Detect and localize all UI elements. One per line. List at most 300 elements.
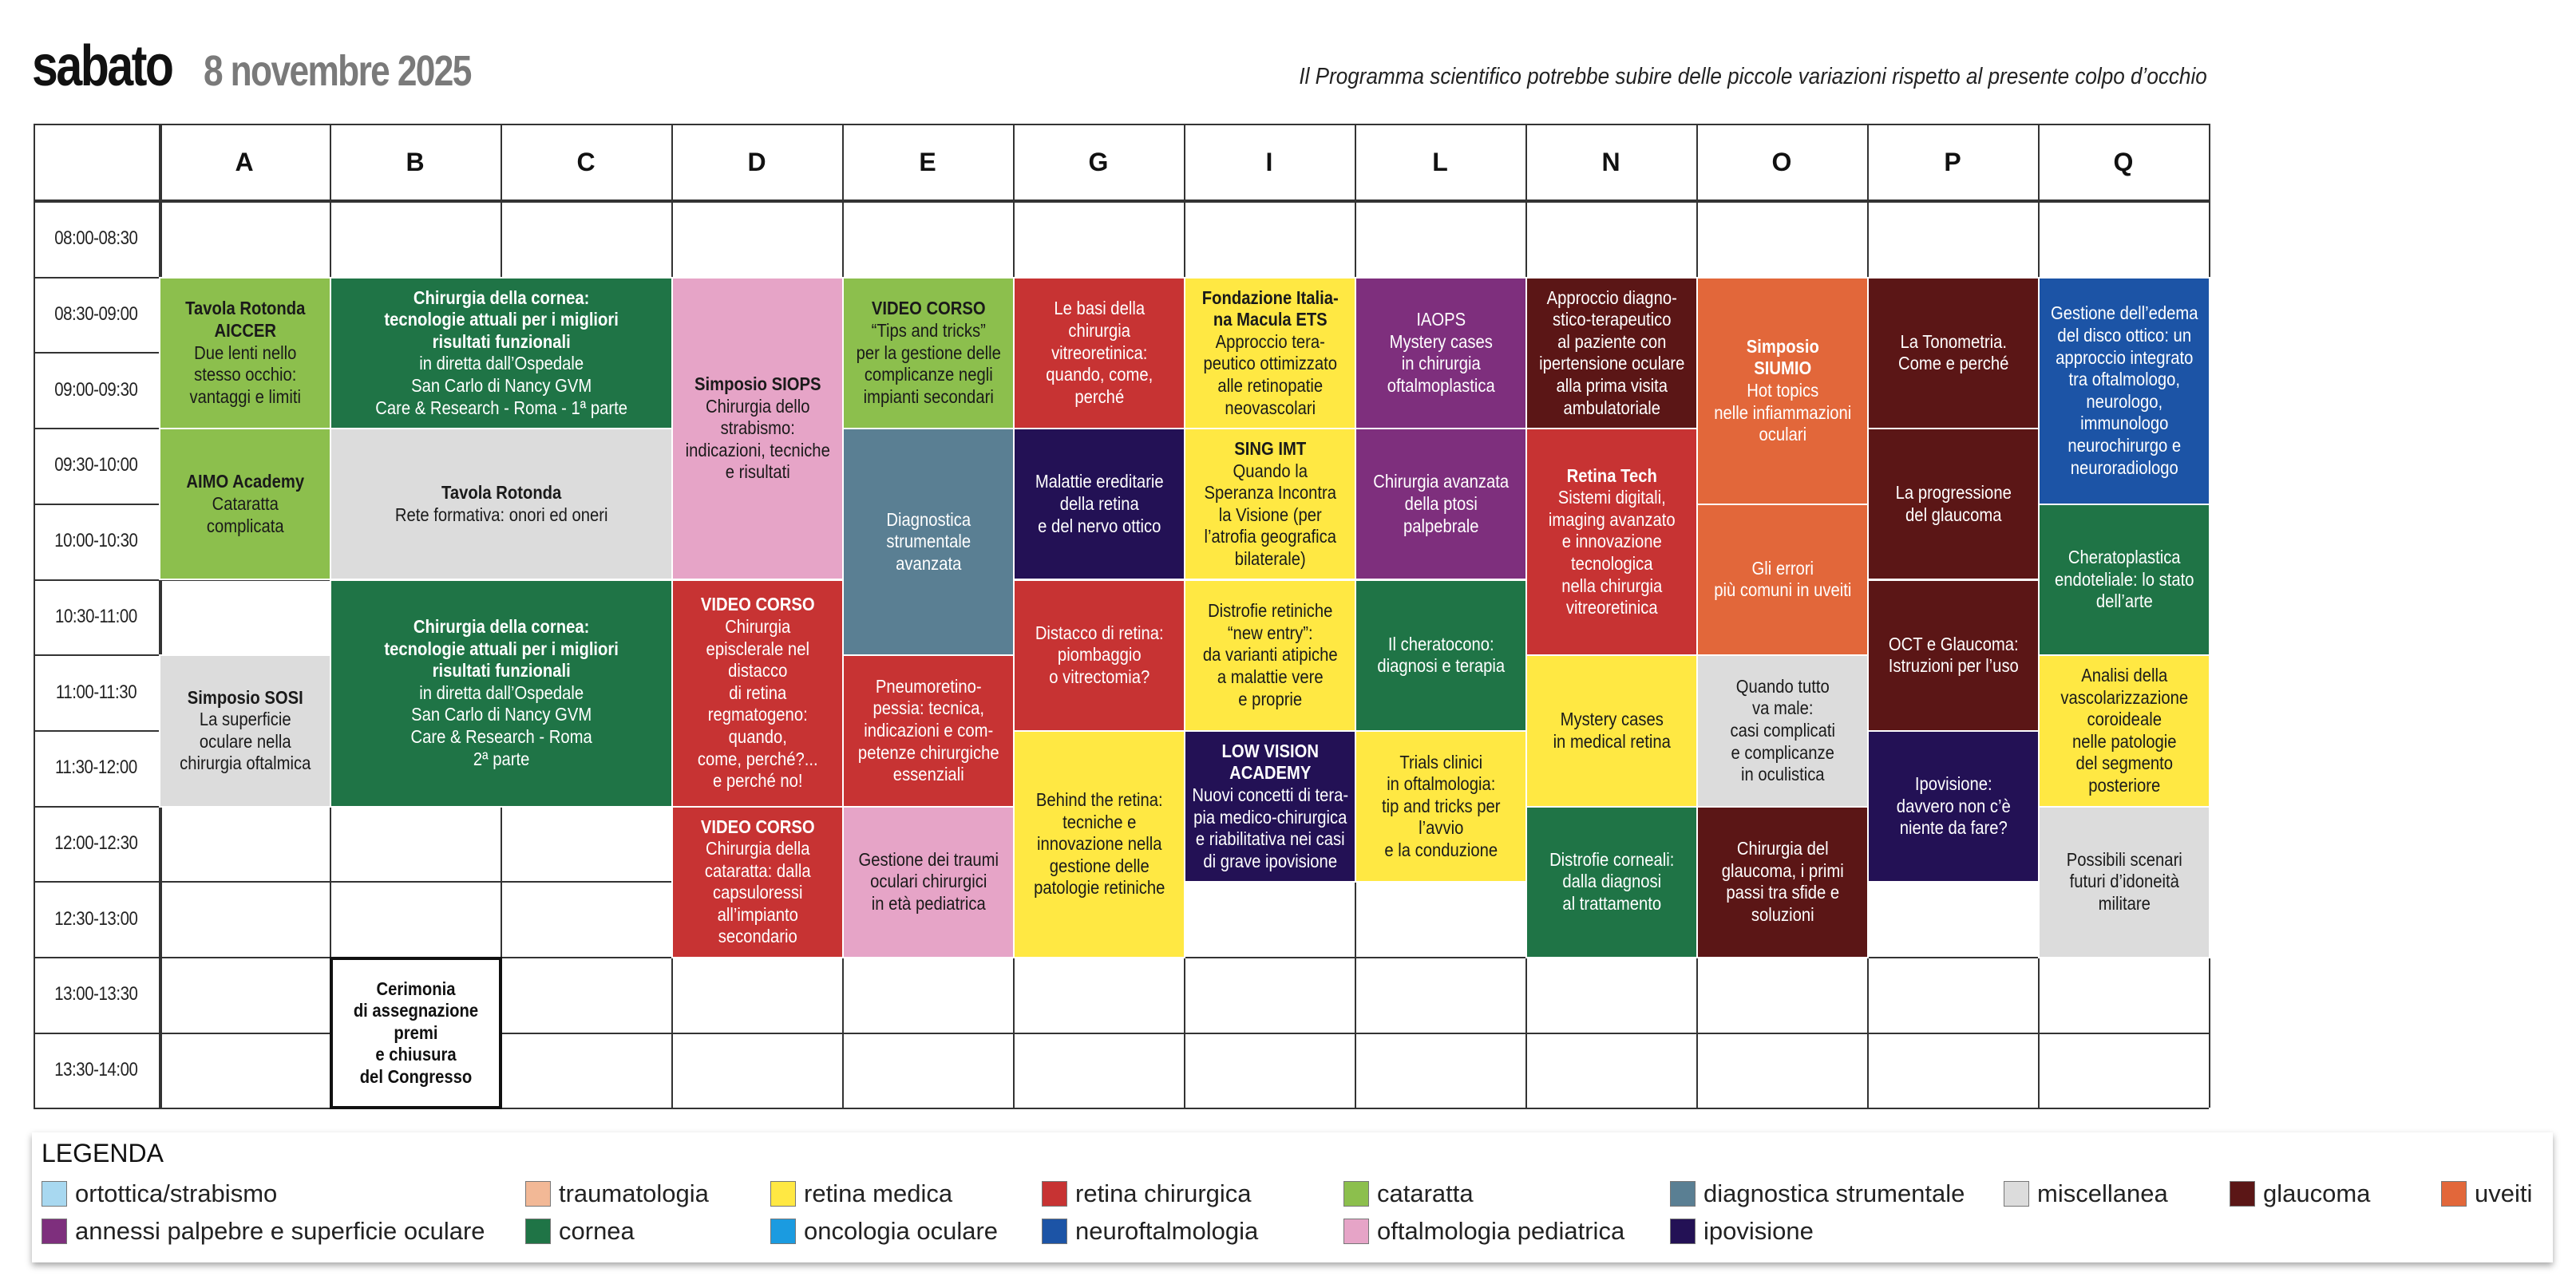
session-desc-line: Distrofie corneali:: [1549, 848, 1675, 870]
session-desc-line: tip and tricks per: [1381, 795, 1501, 816]
session-desc-line: posteriore: [2087, 775, 2161, 796]
session-title-line: Simposio SOSI: [187, 686, 303, 708]
session-desc-line: come, perché?...: [697, 748, 818, 769]
legend-label: oftalmologia pediatrica: [1377, 1217, 1625, 1245]
legend-label: retina chirurgica: [1075, 1179, 1252, 1207]
session-title-line: Chirurgia della cornea:: [413, 615, 590, 637]
time-slot-label: [34, 730, 159, 806]
legend-item-ortottica: [42, 1179, 277, 1208]
session-desc-line: 2ª parte: [473, 748, 530, 769]
session-text: [164, 298, 326, 408]
session-desc-line: Approccio diagno-: [1546, 286, 1677, 308]
session-block[interactable]: [1184, 277, 1356, 429]
legend-swatch: [1042, 1181, 1067, 1207]
time-slot-text: 09:00-09:30: [54, 378, 138, 401]
session-block[interactable]: [671, 277, 844, 581]
session-block[interactable]: [330, 277, 673, 429]
session-desc-line: Chirurgia dello: [705, 395, 810, 417]
session-text: [1360, 309, 1522, 397]
session-text: [1189, 600, 1351, 710]
session-text: [1702, 558, 1864, 602]
time-slot-text: 10:30-11:00: [55, 605, 137, 627]
session-desc-line: bilaterale): [1234, 547, 1306, 569]
session-block[interactable]: [842, 806, 1015, 958]
session-title-line: Tavola Rotonda: [184, 298, 306, 319]
session-title-line: Cerimonia: [376, 978, 456, 999]
session-text: [848, 509, 1010, 575]
session-block[interactable]: [2038, 806, 2210, 958]
session-block[interactable]: [1355, 428, 1527, 580]
session-block[interactable]: [671, 806, 844, 958]
session-desc-line: Chirurgia: [724, 615, 791, 637]
legend-swatch: [2441, 1181, 2467, 1207]
session-block[interactable]: [330, 957, 502, 1109]
session-block[interactable]: [1184, 579, 1356, 732]
legend-item-cornea: [525, 1217, 635, 1246]
time-slot-label: [34, 654, 159, 730]
session-desc-line: vascolarizzazione: [2060, 686, 2188, 708]
session-desc-line: innovazione nella: [1036, 833, 1162, 855]
session-text: [164, 687, 326, 775]
session-desc-line: indicazioni, tecniche: [685, 439, 830, 460]
legend-item-diagnostica: [1670, 1179, 1965, 1208]
legend-label: uveiti: [2475, 1179, 2533, 1207]
session-text: [677, 816, 839, 949]
session-desc-line: Pneumoretino-: [875, 675, 982, 697]
legend-item-retina_chirurgica: [1042, 1179, 1252, 1208]
legend-item-oncologia: [770, 1217, 998, 1246]
time-slot-label: [34, 277, 159, 353]
session-desc-line: alla prima visita: [1556, 374, 1668, 396]
session-desc-line: endoteliale: lo stato: [2054, 568, 2194, 590]
session-desc-line: Mystery cases: [1560, 709, 1664, 730]
session-desc-line: Hot topics: [1747, 379, 1819, 401]
session-text: [2044, 665, 2206, 797]
session-desc-line: l’avvio: [1418, 817, 1464, 839]
date-title: 8 novembre 2025: [204, 47, 471, 95]
legend-item-miscellanea: [2004, 1179, 2168, 1208]
time-slot-text: 13:30-14:00: [54, 1059, 138, 1081]
session-desc-line: nelle infiammazioni: [1713, 401, 1852, 423]
session-title-line: Retina Tech: [1566, 464, 1657, 486]
session-block[interactable]: [1355, 277, 1527, 429]
session-block[interactable]: [2038, 504, 2210, 656]
legend-swatch: [525, 1219, 551, 1244]
session-desc-line: secondario: [718, 926, 797, 947]
session-block[interactable]: [330, 579, 673, 808]
time-slot-text: 12:00-12:30: [54, 832, 138, 854]
session-desc-line: Malattie ereditarie: [1035, 471, 1164, 492]
session-desc-line: San Carlo di Nancy GVM: [410, 704, 592, 725]
session-desc-line: neovascolari: [1225, 397, 1316, 418]
session-block[interactable]: [159, 428, 331, 580]
session-title-line: na Macula ETS: [1213, 309, 1328, 330]
session-desc-line: in età pediatrica: [871, 893, 986, 915]
session-desc-line: neurologo,: [2086, 390, 2162, 412]
session-desc-line: Chirurgia del: [1736, 838, 1829, 859]
session-desc-line: indicazioni e com-: [863, 720, 994, 741]
session-desc-line: coroideale: [2087, 709, 2162, 730]
session-desc-line: soluzioni: [1751, 903, 1814, 925]
session-desc-line: Rete formativa: onori ed oneri: [394, 504, 608, 525]
session-block[interactable]: [159, 654, 331, 807]
session-desc-line: davvero non c’è: [1896, 795, 2011, 816]
session-title-line: Simposio SIOPS: [694, 373, 821, 395]
session-block[interactable]: [1696, 504, 1869, 656]
disclaimer-note: Il Programma scientifico potrebbe subire delle piccole variazioni rispetto al presente colpo d’occhio: [1299, 64, 2207, 89]
session-text: [1019, 622, 1181, 689]
legend-label: cataratta: [1377, 1179, 1474, 1207]
session-desc-line: casi complicati: [1730, 720, 1835, 741]
session-desc-line: del glaucoma: [1905, 504, 2002, 525]
session-desc-line: cataratta: dalla: [704, 859, 811, 881]
session-block[interactable]: [1013, 579, 1185, 732]
session-text: [848, 298, 1010, 408]
legend-item-pediatrica: [1343, 1217, 1624, 1246]
session-desc-line: La Tonometria.: [1900, 330, 2007, 352]
session-desc-line: e complicanze: [1731, 741, 1834, 763]
session-block[interactable]: [1013, 730, 1185, 958]
day-title: sabato: [32, 34, 172, 98]
session-text: [1702, 838, 1864, 926]
time-slot-text: 08:30-09:00: [54, 303, 138, 326]
session-block[interactable]: [1867, 277, 2040, 429]
session-text: [1189, 741, 1351, 873]
session-block[interactable]: [1013, 277, 1185, 429]
session-text: [1531, 287, 1693, 420]
legend-label: cornea: [559, 1217, 635, 1245]
session-desc-line: nelle patologie: [2071, 730, 2177, 752]
session-desc-line: e risultati: [725, 461, 790, 483]
session-desc-line: Cataratta: [212, 492, 279, 514]
legend-label: ortottica/strabismo: [75, 1179, 278, 1207]
session-desc-line: quando,: [728, 725, 787, 747]
session-desc-line: glaucoma, i primi: [1721, 859, 1844, 881]
session-desc-line: dell’arte: [2095, 591, 2153, 612]
session-desc-line: Care & Research - Roma - 1ª parte: [375, 397, 627, 418]
legend-swatch: [2004, 1181, 2029, 1207]
session-title-line: Fondazione Italia-: [1201, 286, 1339, 308]
legend-swatch: [42, 1181, 67, 1207]
session-desc-line: nella chirurgia: [1561, 575, 1663, 596]
session-desc-line: strumentale: [886, 531, 971, 552]
session-desc-line: ambulatoriale: [1563, 397, 1660, 418]
session-desc-line: palpebrale: [1403, 515, 1479, 536]
legend-item-annessi: [42, 1217, 485, 1246]
legend-item-ipovisione: [1670, 1217, 1814, 1246]
session-desc-line: San Carlo di Nancy GVM: [410, 374, 592, 396]
session-desc-line: vitreoretinica: [1565, 597, 1658, 618]
session-text: [1360, 471, 1522, 537]
session-desc-line: La superficie: [199, 709, 291, 730]
session-block[interactable]: [1525, 277, 1698, 429]
session-desc-line: oculare nella: [199, 730, 291, 752]
session-block[interactable]: [1525, 428, 1698, 656]
session-block[interactable]: [2038, 277, 2210, 505]
session-block[interactable]: [1867, 730, 2040, 883]
legend-label: retina medica: [804, 1179, 953, 1207]
session-title-line: VIDEO CORSO: [700, 816, 815, 837]
session-title-line: VIDEO CORSO: [871, 298, 986, 319]
session-title-line: LOW VISION: [1221, 740, 1319, 761]
session-desc-line: in chirurgia: [1401, 353, 1481, 374]
legend-item-neuroftalmologia: [1042, 1217, 1258, 1246]
legend-item-uveiti: [2441, 1179, 2532, 1208]
legend-item-traumatologia: [525, 1179, 709, 1208]
session-text: [164, 471, 326, 537]
session-desc-line: Nuovi concetti di tera-: [1192, 784, 1348, 805]
session-desc-line: futuri d’idoneità: [2069, 871, 2179, 892]
session-title-line: Tavola Rotonda: [441, 482, 562, 504]
session-desc-line: imaging avanzato: [1548, 508, 1676, 530]
session-desc-line: quando, come,: [1046, 364, 1153, 385]
session-desc-line: IAOPS: [1416, 309, 1466, 330]
session-text: [1189, 287, 1351, 420]
legend-item-glaucoma: [2230, 1179, 2370, 1208]
session-desc-line: a malattie vere: [1217, 666, 1324, 687]
session-block[interactable]: [842, 277, 1015, 429]
legend-title: LEGENDA: [42, 1139, 164, 1167]
session-block[interactable]: [1355, 579, 1527, 732]
session-desc-line: Come e perché: [1897, 353, 2009, 374]
session-desc-line: vantaggi e limiti: [189, 385, 301, 407]
session-text: [1531, 849, 1693, 915]
session-desc-line: in diretta dall’Ospedale: [419, 681, 584, 703]
session-desc-line: del segmento: [2075, 753, 2173, 774]
session-desc-line: episclerale nel: [706, 638, 809, 659]
legend-item-cataratta: [1343, 1179, 1474, 1208]
legend-swatch: [770, 1181, 796, 1207]
session-desc-line: essenziali: [892, 764, 964, 785]
session-desc-line: distacco: [727, 660, 788, 681]
time-slot-text: 11:30-12:00: [55, 757, 137, 779]
session-desc-line: della ptosi: [1404, 492, 1478, 514]
session-text: [2044, 547, 2206, 613]
session-block[interactable]: [1525, 654, 1698, 807]
session-desc-line: Gestione dell’edema: [2050, 302, 2198, 324]
session-block[interactable]: [1013, 428, 1185, 580]
session-title-line: SIUMIO: [1754, 358, 1811, 379]
session-desc-line: Analisi della: [2080, 665, 2168, 686]
legend-swatch: [2230, 1181, 2255, 1207]
room-header-o: O: [1771, 148, 1792, 176]
session-desc-line: approccio integrato: [2055, 346, 2194, 368]
session-text: [1873, 482, 2035, 526]
session-desc-line: peutico ottimizzato: [1203, 353, 1337, 374]
session-desc-line: neurochirurgo e: [2068, 434, 2181, 456]
legend-label: glaucoma: [2263, 1179, 2371, 1207]
session-desc-line: in diretta dall’Ospedale: [419, 353, 584, 374]
room-header-c: C: [576, 148, 596, 176]
legend-label: ipovisione: [1703, 1217, 1814, 1245]
session-desc-line: chirurgia oftalmica: [179, 753, 311, 774]
session-desc-line: la Visione (per: [1218, 504, 1322, 525]
session-desc-line: dalla diagnosi: [1562, 871, 1661, 892]
session-desc-line: chirurgia: [1068, 319, 1130, 341]
session-block[interactable]: [2038, 654, 2210, 807]
session-desc-line: Quando la: [1233, 460, 1308, 481]
room-header-i: I: [1265, 148, 1273, 176]
session-block[interactable]: [1525, 806, 1698, 958]
session-desc-line: Chirurgia della: [705, 838, 810, 859]
session-desc-line: e perché no!: [712, 770, 803, 792]
session-title-line: premi: [394, 1021, 438, 1043]
legend-swatch: [1670, 1181, 1696, 1207]
session-block[interactable]: [1867, 579, 2040, 732]
session-desc-line: “new entry”:: [1227, 622, 1313, 643]
session-text: [1189, 438, 1351, 571]
session-desc-line: oftalmoplastica: [1387, 374, 1495, 396]
session-title-line: VIDEO CORSO: [700, 594, 815, 615]
session-desc-line: La progressione: [1895, 482, 2012, 504]
session-block[interactable]: [159, 277, 331, 429]
room-header-g: G: [1088, 148, 1109, 176]
session-text: [677, 373, 839, 484]
session-desc-line: diagnosi e terapia: [1377, 655, 1505, 677]
session-text: [335, 287, 667, 420]
session-block[interactable]: [842, 428, 1015, 656]
session-block[interactable]: [1867, 428, 2040, 580]
session-desc-line: al trattamento: [1562, 893, 1661, 915]
legend-swatch: [42, 1219, 67, 1244]
session-text: [1019, 471, 1181, 537]
legend-label: traumatologia: [559, 1179, 709, 1207]
session-desc-line: Ipovisione:: [1914, 773, 1992, 795]
session-desc-line: Possibili scenari: [2066, 848, 2182, 870]
session-title-line: tecnologie attuali per i migliori: [384, 638, 619, 659]
session-block[interactable]: [1696, 806, 1869, 958]
legend-swatch: [1042, 1219, 1067, 1244]
session-title-line: risultati funzionali: [432, 330, 571, 352]
session-desc-line: pia medico-chirurgica: [1193, 806, 1347, 828]
session-text: [1360, 634, 1522, 678]
session-desc-line: Le basi della: [1054, 298, 1145, 319]
session-block[interactable]: [1696, 654, 1869, 807]
session-title-line: AIMO Academy: [186, 471, 304, 492]
session-block[interactable]: [330, 428, 673, 580]
time-slot-label: [34, 579, 159, 655]
session-desc-line: al paziente con: [1557, 330, 1667, 352]
session-desc-line: strabismo:: [720, 417, 795, 439]
session-text: [2044, 849, 2206, 915]
session-title-line: tecnologie attuali per i migliori: [384, 309, 619, 330]
legend-swatch: [770, 1219, 796, 1244]
session-desc-line: Distrofie retiniche: [1207, 600, 1333, 622]
session-title-line: di assegnazione: [353, 1000, 479, 1021]
session-text: [848, 849, 1010, 915]
legend-swatch: [1343, 1181, 1369, 1207]
session-text: [335, 616, 667, 770]
room-header-a: A: [235, 148, 254, 176]
time-slot-text: 08:00-08:30: [54, 227, 138, 250]
session-desc-line: impianti secondari: [863, 385, 994, 407]
session-desc-line: passi tra sfide e: [1726, 882, 1839, 903]
session-desc-line: e del nervo ottico: [1037, 515, 1161, 536]
session-desc-line: Gestione dei traumi: [858, 848, 999, 870]
legend-swatch: [525, 1181, 551, 1207]
time-slot-label: [34, 881, 159, 957]
time-slot-text: 09:30-10:00: [54, 454, 138, 476]
session-desc-line: piombaggio: [1057, 644, 1142, 666]
session-title-line: Chirurgia della cornea:: [413, 286, 590, 308]
grid-vline: [159, 124, 162, 1108]
session-desc-line: ipertensione oculare: [1538, 353, 1685, 374]
session-desc-line: perché: [1074, 385, 1124, 407]
session-desc-line: e proprie: [1238, 688, 1302, 709]
session-block[interactable]: [1696, 277, 1869, 505]
session-desc-line: avanzata: [895, 552, 962, 574]
session-title-line: ACADEMY: [1229, 762, 1312, 784]
session-title-line: e chiusura: [375, 1044, 457, 1065]
time-slot-text: 12:30-13:00: [54, 907, 138, 930]
session-desc-line: Gli errori: [1751, 557, 1814, 579]
time-slot-label: [34, 504, 159, 579]
session-desc-line: Quando tutto: [1735, 675, 1830, 697]
session-desc-line: di grave ipovisione: [1203, 850, 1337, 871]
time-slot-text: 10:00-10:30: [54, 530, 138, 552]
session-desc-line: oculari chirurgici: [869, 871, 987, 892]
session-desc-line: all’impianto: [717, 903, 798, 925]
session-desc-line: patologie retiniche: [1033, 877, 1165, 899]
legend-swatch: [1670, 1219, 1696, 1244]
session-desc-line: del disco ottico: un: [2057, 324, 2191, 346]
session-text: [337, 978, 496, 1088]
session-desc-line: oculari: [1759, 424, 1806, 445]
session-block[interactable]: [1184, 730, 1356, 883]
legend-item-retina_medica: [770, 1179, 952, 1208]
session-desc-line: Cheratoplastica: [2068, 547, 2181, 568]
session-desc-line: di retina: [729, 681, 787, 703]
session-block[interactable]: [1184, 428, 1356, 580]
session-desc-line: gestione delle: [1049, 855, 1150, 876]
legend-label: neuroftalmologia: [1075, 1217, 1259, 1245]
session-title-line: AICCER: [214, 319, 276, 341]
session-desc-line: e la conduzione: [1384, 839, 1498, 860]
session-text: [1019, 789, 1181, 899]
legend-label: diagnostica strumentale: [1703, 1179, 1965, 1207]
room-header-l: L: [1432, 148, 1448, 176]
session-desc-line: Due lenti nello: [193, 342, 297, 363]
time-slot-text: 11:00-11:30: [55, 681, 137, 703]
session-text: [1019, 298, 1181, 408]
session-text: [848, 676, 1010, 786]
session-text: [1873, 331, 2035, 375]
session-desc-line: Care & Research - Roma: [410, 725, 592, 747]
session-desc-line: e innovazione: [1561, 531, 1662, 552]
time-slot-label: [34, 957, 159, 1033]
session-block[interactable]: [842, 654, 1015, 807]
room-header-b: B: [406, 148, 425, 176]
session-desc-line: Diagnostica: [886, 508, 971, 530]
session-desc-line: Approccio tera-: [1215, 330, 1325, 352]
session-desc-line: della retina: [1059, 492, 1139, 514]
time-slot-label: [34, 352, 159, 428]
session-desc-line: regmatogeno:: [707, 704, 808, 725]
session-block[interactable]: [671, 579, 844, 808]
session-desc-line: più comuni in uveiti: [1713, 579, 1852, 601]
session-block[interactable]: [1355, 730, 1527, 883]
session-desc-line: niente da fare?: [1899, 817, 2008, 839]
time-slot-label: [34, 201, 159, 277]
session-text: [1531, 465, 1693, 619]
legend-label: miscellanea: [2037, 1179, 2168, 1207]
time-slot-label: [34, 428, 159, 504]
session-desc-line: tecniche e: [1062, 811, 1137, 832]
session-desc-line: OCT e Glaucoma:: [1888, 633, 2019, 654]
room-header-e: E: [919, 148, 936, 176]
session-desc-line: per la gestione delle: [856, 342, 1001, 363]
session-title-line: del Congresso: [359, 1066, 473, 1088]
